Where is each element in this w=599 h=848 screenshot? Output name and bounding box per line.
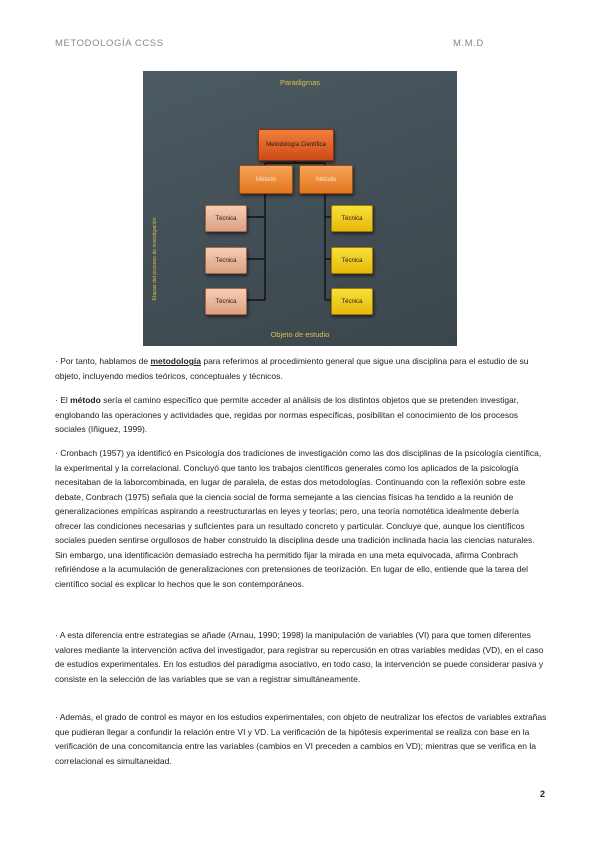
paragraph-control: · Además, el grado de control es mayor en los estudios experimentales, con objeto de neutralizar los efectos de variables extrañas que pudieran llegar a confundir la relación entre VI y VD. La verificación de la hipótesis experimental se realiza con base en la verificación de una concomitancia entre las variables (cambios en VI preceden a cambios en VD); mientras que se verifica en la correlacional es simultaneidad.	[55, 712, 547, 766]
node-metodo-left: Método	[239, 165, 293, 194]
diagram-title: Paradigmas	[279, 78, 321, 87]
page-header-right: M.M.D	[453, 38, 484, 49]
node-tecnica-left-1: Técnica	[205, 205, 247, 232]
node-tecnica-right-1: Técnica	[331, 205, 373, 232]
node-tecnica-right-3: Técnica	[331, 288, 373, 315]
node-metodologia-cientifica: Metodología Científica	[258, 129, 334, 161]
page-number: 2	[540, 789, 546, 799]
paragraph-metodologia	[55, 354, 547, 383]
paragraph-cronbach: · Cronbach (1957) ya identificó en Psicología dos tradiciones de investigación como las dos disciplinas de la psicología científica, la experimental y la correlacional. Concluyó que tanto los trabajos científicos generales como los aplicados de la psicología necesitaban de la laborcombinada, en lugar de paralela, de estas dos metodologías. Continuando con la reflexión sobre este debate, Conbrach (1975) señala que la ciencia social de forma semejante a las ciencias físicas ha tendido a la reunión de generalizaciones empíricas aspirando a reestructurarlas en leyes y teorías; pero, una teoría nomotética idealmente debería ofrecer las condiciones necesarias y suficientes para un resultado concreto y particular. Concluye que, aunque los científicos sociales pueden sentirse orgullosos de haber construido la disciplina desde una tradición inclinada hacia las ciencias naturales. Sin embargo, una identificación demasiado estrecha ha permitido fijar la mirada en una meta equivocada, afirma Conbrach refiriéndose a la acumulación de generalizaciones con pretensiones de teorización. En lugar de ello, entiende que la tarea del científico social es explicar lo hechos que le son contemporáneos.	[55, 448, 542, 589]
paragraph-variables: · A esta diferencia entre estrategias se añade (Arnau, 1990; 1998) la manipulación de variables (VI) para que tomen diferentes valores mediante la intervención activa del investigador, para registrar su repercusión en otras variables medidas (VD), en el caso de estudios experimentales. En los estudios del paradigma asociativo, en todo caso, la intervención se puede considerar pasiva y consiste en la selección de las variables que se van a registrar simultáneamente.	[55, 630, 544, 684]
diagram-side-label: Etapas del proceso de investigación	[152, 217, 158, 301]
paradigm-diagram	[143, 71, 457, 346]
p1-prefix: · Por tanto, hablamos de	[55, 356, 151, 366]
p1-suffix: para referirnos al procedimiento general que sigue una disciplina para el estudio de su objeto, incluyendo medios teóricos, conceptuales y técnicos.	[55, 356, 529, 381]
page-header-left: METODOLOGÍA CCSS	[55, 38, 164, 49]
p2-prefix: · El	[55, 395, 71, 405]
term-metodo: método	[70, 395, 101, 405]
term-metodologia: metodología	[150, 356, 201, 366]
diagram-bottom-label: Objeto de estudio	[270, 330, 330, 339]
node-metodo-right: Método	[299, 165, 353, 194]
node-tecnica-right-2: Técnica	[331, 247, 373, 274]
node-tecnica-left-2: Técnica	[205, 247, 247, 274]
node-tecnica-left-3: Técnica	[205, 288, 247, 315]
paragraph-metodo	[55, 393, 547, 437]
diagram-connectors	[143, 71, 457, 346]
p2-suffix: sería el camino específico que permite acceder al análisis de los distintos objetos que se pretenden investigar, englobando las operaciones y actividades que, regidas por normas específicas, posibilitan el conocimiento de los procesos sociales (Iñiguez, 1999).	[55, 395, 519, 434]
